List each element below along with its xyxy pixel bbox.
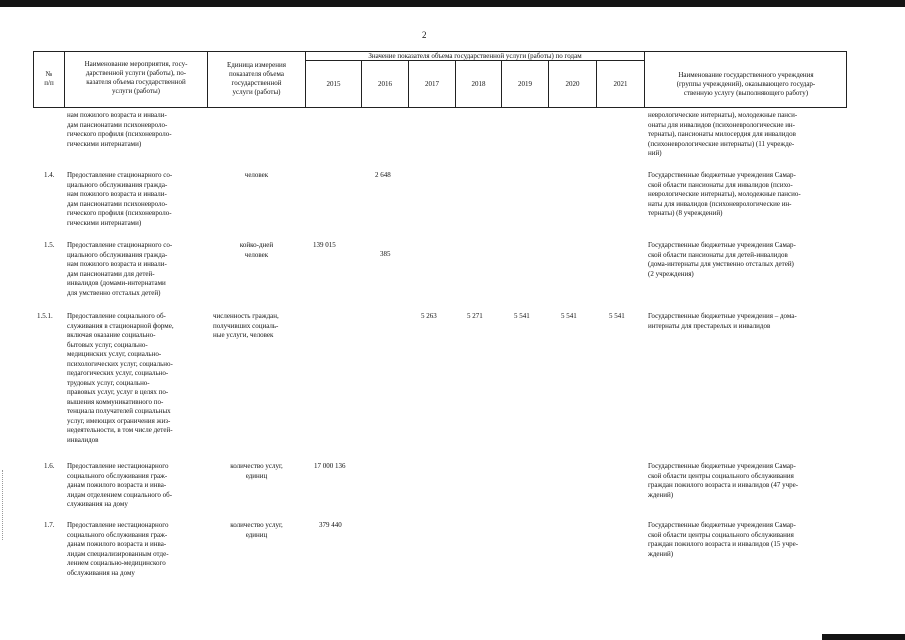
header-year-2017: 2017 [425, 80, 439, 88]
row-value-2017: 5 263 [421, 312, 437, 320]
header-year-2021: 2021 [613, 80, 628, 88]
row-institution: Государственные бюджетные учреждения – дома- интернаты для престарелых и инвалидов [648, 312, 797, 330]
row-measure-name: Предоставление стационарного со- циального обслуживания гражда- нам пожилого возраста и инвали- дам пансионатами психоневроло- гического профиля (психоневроло- гическими интернатами) [67, 171, 173, 227]
header-unit: Единица измерения показателя объема государственной услуги (работы) [227, 61, 286, 96]
row-number: 1.7. [44, 521, 55, 529]
row-value-2016: 2 648 [375, 171, 391, 179]
row-number: 1.6. [44, 462, 55, 470]
header-year-2019: 2019 [518, 80, 532, 88]
row-measure-name: Предоставление нестационарного социального обслуживания граж- данам пожилого возраста и инва- лидам отделением социального об- служивания на дому [67, 462, 173, 508]
row-unit: количество услуг, единиц [230, 462, 283, 480]
row-value-2019: 5 541 [514, 312, 530, 320]
header-year-2016: 2016 [378, 80, 392, 88]
row-value-2015: 379 440 [319, 521, 342, 529]
header-years-group: Значение показателя объема государственной услуги (работы) по годам [368, 52, 582, 60]
row-institution: Государственные бюджетные учреждения Самар- ской области пансионаты для детей-инвалидов (дома-интернаты для умственно отсталых детей) (2 учреждения) [648, 241, 796, 278]
top-border-bar [0, 0, 905, 7]
row-unit: человек [244, 171, 269, 179]
row-value-2016: 385 [380, 250, 391, 258]
row-value-2020: 5 541 [561, 312, 577, 320]
page-number: 2 [422, 30, 427, 40]
row-institution: неврологические интернаты), молодежные панси- онаты для инвалидов (психоневрологические ин- тернаты), пансионаты милосердия для инвалидов (психоневрологические интернаты) (11 учрежде- ний) [648, 111, 798, 157]
row-value-2021: 5 541 [609, 312, 625, 320]
row-measure-name: нам пожилого возраста и инвали- дам пансионатами психоневроло- гического профиля (психоневроло- гическими интернатами) [67, 111, 172, 148]
row-number: 1.4. [44, 171, 55, 179]
row-institution: Государственные бюджетные учреждения Самар- ской области центры социального обслуживания граждан пожилого возраста и инвалидов (47 учре- ждений) [648, 462, 799, 499]
header-institution: Наименование государственного учреждения (группы учреждений), оказывающего государ- ственную услугу (выполняющего работу) [676, 71, 816, 97]
header-year-2018: 2018 [471, 80, 486, 88]
row-institution: Государственные бюджетные учреждения Самар- ской области пансионаты для инвалидов (психо- неврологические интернаты), молодежные пансио- наты для инвалидов (психоневрологические ин- тернаты) (8 учреждений) [648, 171, 801, 217]
row-value-2015: 139 015 [313, 241, 336, 249]
row-value-2018: 5 271 [467, 312, 483, 320]
header-no: № п/п [44, 70, 54, 87]
row-unit: койко-дней человек [239, 241, 274, 259]
bottom-border-bar [822, 634, 905, 640]
row-measure-name: Предоставление стационарного со- циального обслуживания гражда- нам пожилого возраста и инвали- дам пансионатами для детей- инвалидов (домами-интернатами для умственно отсталых детей) [67, 241, 173, 297]
scan-edge-marks [2, 470, 4, 540]
row-unit: численность граждан, получивших социаль- ные услуги, человек [213, 312, 279, 339]
row-unit: количество услуг, единиц [230, 521, 283, 539]
row-institution: Государственные бюджетные учреждения Самар- ской области центры социального обслуживания граждан пожилого возраста и инвалидов (15 учре- ждений) [648, 521, 799, 558]
header-year-2020: 2020 [565, 80, 580, 88]
row-number: 1.5.1. [37, 312, 53, 320]
row-value-2015: 17 000 136 [314, 462, 346, 470]
row-measure-name: Предоставление нестационарного социального обслуживания граж- данам пожилого возраста и инва- лидам специализированным отде- лением социально-медицинского обслуживания на дому [67, 521, 169, 577]
row-number: 1.5. [44, 241, 55, 249]
header-year-2015: 2015 [326, 80, 341, 88]
header-measure-name: Наименование мероприятия, госу- дарственной услуги (работы), по- казателя объема государственной услуги (работы) [84, 60, 188, 95]
row-measure-name: Предоставление социального об- служивания в стационарной форме, включая оказание социально- бытовых услуг, социально- медицинских услуг, социально- психологических услуг, социально- педагогических услуг, социально- трудовых услуг, социально- правовых услуг, услуг в целях по- вышения коммуникативного по- тенциала получателей социальных услуг, имеющих ограничения жиз- недеятельности, в том числе детей- инвалидов [67, 312, 174, 444]
